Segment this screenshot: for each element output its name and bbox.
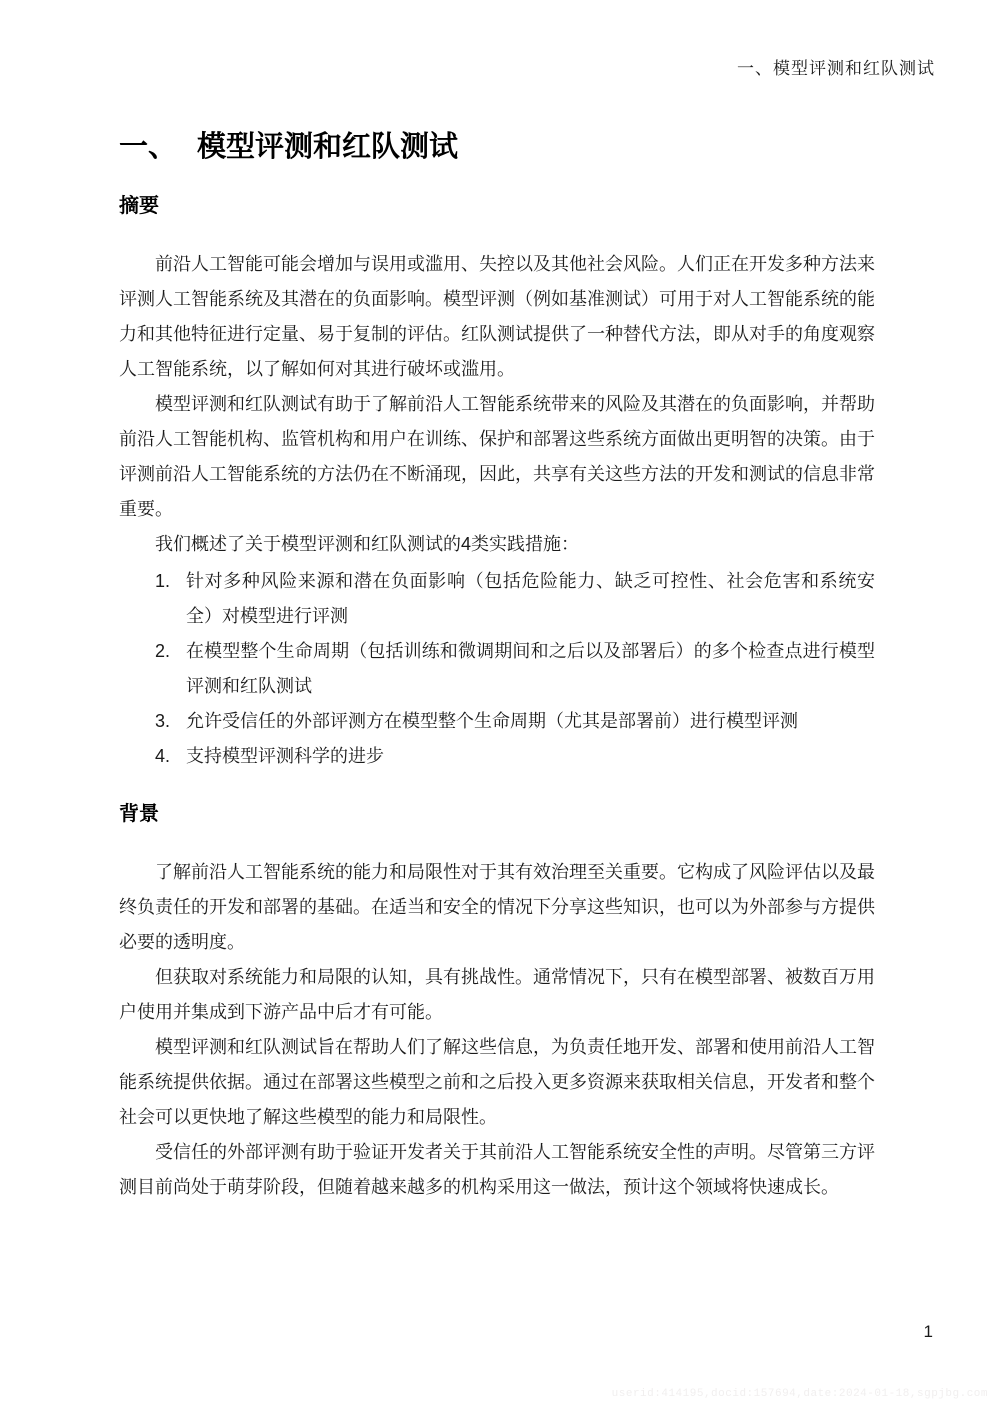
list-item-text: 在模型整个生命周期（包括训练和微调期间和之后以及部署后）的多个检查点进行模型评测和红队测试 — [186, 641, 875, 696]
section-heading-abstract: 摘要 — [119, 195, 159, 217]
list-item-number: 1. — [155, 571, 171, 591]
page-content — [119, 0, 875, 1205]
paragraph: 模型评测和红队测试有助于了解前沿人工智能系统带来的风险及其潜在的负面影响，并帮助前沿人工智能机构、监管机构和用户在训练、保护和部署这些系统方面做出更明智的决策。由于评测前沿人工智能系统的方法仍在不断涌现，因此，共享有关这些方法的开发和测试的信息非常重要。 — [119, 394, 875, 519]
paragraph: 但获取对系统能力和局限的认知，具有挑战性。通常情况下，只有在模型部署、被数百万用户使用并集成到下游产品中后才有可能。 — [119, 967, 875, 1022]
list-item — [155, 634, 875, 704]
page-title — [119, 0, 875, 166]
list-item-text: 针对多种风险来源和潜在负面影响（包括危险能力、缺乏可控性、社会危害和系统安全）对模型进行评测 — [186, 571, 875, 626]
paragraph: 前沿人工智能可能会增加与误用或滥用、失控以及其他社会风险。人们正在开发多种方法来评测人工智能系统及其潜在的负面影响。模型评测（例如基准测试）可用于对人工智能系统的能力和其他特征进行定量、易于复制的评估。红队测试提供了一种替代方法，即从对手的角度观察人工智能系统，以了解如何对其进行破坏或滥用。 — [119, 254, 875, 379]
list-item-text: 允许受信任的外部评测方在模型整个生命周期（尤其是部署前）进行模型评测 — [186, 711, 798, 731]
list-item — [155, 564, 875, 634]
page-title-number: 一、 — [119, 131, 178, 163]
list-item-number: 3. — [155, 711, 171, 731]
list-item-text: 支持模型评测科学的进步 — [186, 746, 384, 766]
paragraph: 了解前沿人工智能系统的能力和局限性对于其有效治理至关重要。它构成了风险评估以及最终负责任的开发和部署的基础。在适当和安全的情况下分享这些知识，也可以为外部参与方提供必要的透明度。 — [119, 862, 875, 952]
practices-ordered-list — [119, 564, 875, 774]
list-item-number: 4. — [155, 746, 171, 766]
page-number: 1 — [923, 1322, 933, 1341]
list-item — [155, 739, 875, 774]
page-title-text: 模型评测和红队测试 — [197, 131, 459, 163]
paragraph: 我们概述了关于模型评测和红队测试的4类实践措施： — [155, 534, 580, 554]
paragraph: 受信任的外部评测有助于验证开发者关于其前沿人工智能系统安全性的声明。尽管第三方评测目前尚处于萌芽阶段，但随着越来越多的机构采用这一做法，预计这个领域将快速成长。 — [119, 1142, 875, 1197]
list-item-number: 2. — [155, 641, 171, 661]
paragraph: 模型评测和红队测试旨在帮助人们了解这些信息，为负责任地开发、部署和使用前沿人工智能系统提供依据。通过在部署这些模型之前和之后投入更多资源来获取相关信息，开发者和整个社会可以更快地了解这些模型的能力和局限性。 — [119, 1037, 875, 1127]
list-item — [155, 704, 875, 739]
section-heading-background: 背景 — [119, 803, 159, 825]
running-header: 一、模型评测和红队测试 — [737, 59, 935, 78]
watermark-text: userid:414195,docid:157694,date:2024-01-18,sgpjbg.com — [611, 1388, 988, 1400]
